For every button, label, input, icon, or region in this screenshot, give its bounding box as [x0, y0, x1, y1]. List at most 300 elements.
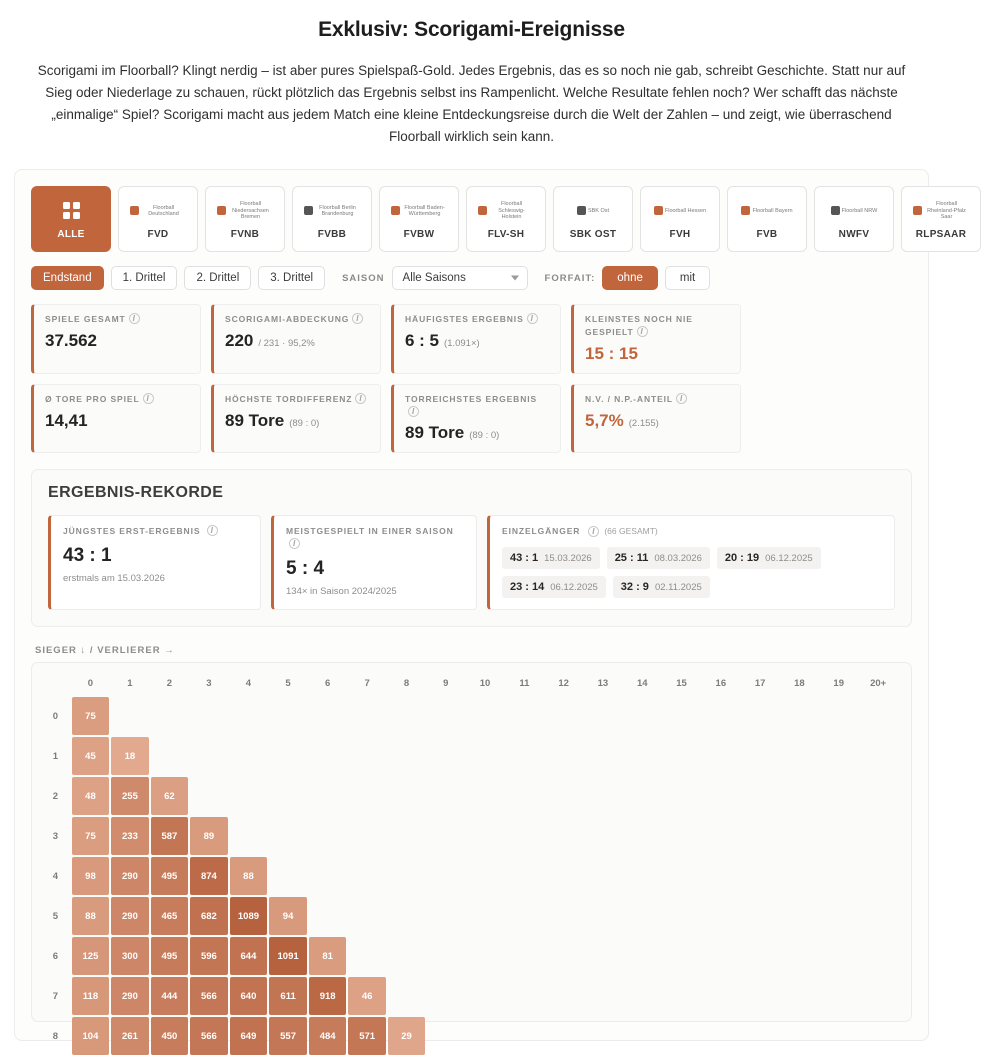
matrix-row [46, 857, 897, 895]
matrix-cell-empty [624, 737, 661, 775]
matrix-cell-empty [624, 897, 661, 935]
matrix-cell-empty [781, 1017, 818, 1055]
verband-tab-label: FVD [147, 228, 169, 240]
matrix-cell[interactable]: 1089 [230, 897, 268, 935]
matrix-cell[interactable]: 233 [111, 817, 148, 855]
matrix-cell[interactable]: 557 [269, 1017, 307, 1055]
chip-score: 32 : 9 [620, 581, 649, 594]
verband-tab-fvb[interactable] [727, 186, 807, 252]
matrix-cell-empty [151, 737, 188, 775]
matrix-col-header: 12 [558, 678, 569, 690]
info-icon[interactable]: I [355, 393, 366, 404]
stat-card [571, 384, 741, 454]
period-tab-group [31, 266, 325, 290]
matrix-cell-empty [663, 817, 700, 855]
matrix-cell-empty [466, 857, 503, 895]
matrix-cell-empty [781, 697, 818, 735]
matrix-cell-empty [466, 897, 503, 935]
matrix-cell[interactable]: 46 [348, 977, 385, 1015]
chip-score: 23 : 14 [510, 581, 545, 594]
einzelgaenger-card [487, 515, 895, 610]
period-tab-2-drittel[interactable]: 2. Drittel [184, 266, 251, 290]
matrix-cell-empty [190, 737, 227, 775]
stat-label: SPIELE GESAMT I [45, 313, 190, 326]
matrix-cell[interactable]: 290 [111, 977, 148, 1015]
stat-label: SCORIGAMI-ABDECKUNG I [225, 313, 370, 326]
matrix-cell[interactable]: 18 [111, 737, 148, 775]
stat-value: 6 : 5 (1.091×) [405, 331, 480, 351]
matrix-cell-empty [309, 697, 346, 735]
verband-logo-icon: Floorball Hessen [649, 199, 711, 223]
matrix-cell[interactable]: 874 [190, 857, 227, 895]
matrix-cell-empty [545, 1017, 582, 1055]
matrix-cell-empty [427, 977, 464, 1015]
matrix-cell-empty [820, 897, 857, 935]
record-label-text: JÜNGSTES ERST-ERGEBNIS [63, 526, 201, 537]
matrix-cell-empty [506, 937, 543, 975]
chip-date: 06.12.2025 [550, 582, 598, 594]
einzelgaenger-chip[interactable] [717, 547, 821, 569]
matrix-cell[interactable]: 261 [111, 1017, 148, 1055]
matrix-cell-empty [388, 697, 425, 735]
matrix-cell-empty [820, 777, 857, 815]
matrix-cell-empty [859, 737, 897, 775]
matrix-cell-empty [584, 1017, 621, 1055]
matrix-col-header: 11 [519, 678, 530, 690]
matrix-cell-empty [545, 897, 582, 935]
matrix-cell-empty [820, 937, 857, 975]
matrix-cell-empty [741, 817, 778, 855]
matrix-axis-caption: SIEGER ↓ / VERLIERER → [35, 645, 175, 657]
forfait-option-ohne[interactable]: ohne [602, 266, 658, 290]
matrix-corner [46, 675, 70, 695]
matrix-cell-empty [820, 857, 857, 895]
record-value: 5 : 4 [286, 557, 325, 579]
verband-tab-rlpsaar[interactable] [901, 186, 981, 252]
matrix-col-header: 13 [597, 678, 609, 690]
matrix-cell-empty [506, 777, 543, 815]
matrix-container[interactable] [31, 662, 912, 1042]
record-card [48, 515, 261, 610]
matrix-cell[interactable]: 89 [190, 817, 227, 855]
matrix-cell-empty [624, 817, 661, 855]
einzelgaenger-chip[interactable] [502, 547, 600, 569]
matrix-col-header: 6 [324, 678, 331, 690]
matrix-cell[interactable]: 596 [190, 937, 227, 975]
stat-card [391, 384, 561, 454]
matrix-cell[interactable]: 484 [309, 1017, 346, 1055]
matrix-cell-empty [427, 737, 464, 775]
chip-date: 02.11.2025 [654, 582, 702, 594]
matrix-col-header: 2 [166, 678, 173, 690]
matrix-cell[interactable]: 649 [230, 1017, 268, 1055]
info-icon[interactable]: I [408, 406, 419, 417]
matrix-row-header: 2 [52, 790, 58, 802]
matrix-col-header: 10 [479, 678, 491, 690]
matrix-cell-empty [702, 1017, 739, 1055]
matrix-cell[interactable]: 94 [269, 897, 307, 935]
matrix-cell-empty [741, 777, 778, 815]
matrix-cell[interactable]: 682 [190, 897, 227, 935]
matrix-cell-empty [859, 817, 897, 855]
matrix-cell[interactable]: 495 [151, 937, 188, 975]
stat-value: 15 : 15 [585, 343, 638, 363]
matrix-cell[interactable]: 611 [269, 977, 307, 1015]
stat-sub: / 231 · 95,2% [258, 338, 315, 350]
stat-card [31, 384, 201, 454]
info-icon[interactable]: I [129, 313, 140, 324]
matrix-cell[interactable]: 571 [348, 1017, 385, 1055]
verband-tab-label: NWFV [838, 228, 870, 240]
verband-tab-flv-sh[interactable] [466, 186, 546, 252]
matrix-cell-empty [624, 857, 661, 895]
matrix-cell[interactable]: 118 [72, 977, 109, 1015]
saison-label: SAISON [342, 272, 385, 284]
stat-value: 14,41 [45, 410, 88, 430]
matrix-cell-empty [545, 937, 582, 975]
matrix-cell-empty [230, 737, 268, 775]
matrix-cell-empty [466, 817, 503, 855]
matrix-cell-empty [506, 737, 543, 775]
matrix-cell-empty [859, 977, 897, 1015]
matrix-cell-empty [584, 897, 621, 935]
matrix-cell-empty [466, 937, 503, 975]
matrix-cell-empty [111, 697, 148, 735]
matrix-cell-empty [702, 737, 739, 775]
matrix-col-header: 0 [87, 678, 94, 690]
period-tab-3-drittel[interactable]: 3. Drittel [258, 266, 325, 290]
matrix-cell-empty [506, 817, 543, 855]
matrix-cell-empty [427, 897, 464, 935]
matrix-cell-empty [506, 1017, 543, 1055]
matrix-cell-empty [584, 777, 621, 815]
matrix-col-header: 5 [285, 678, 291, 690]
matrix-cell-empty [466, 737, 503, 775]
matrix-cell-empty [781, 817, 818, 855]
matrix-cell[interactable]: 75 [72, 817, 109, 855]
matrix-cell-empty [584, 857, 621, 895]
einzelgaenger-chip[interactable] [613, 576, 710, 598]
record-card [271, 515, 477, 610]
chip-date: 08.03.2026 [654, 553, 702, 565]
matrix-cell[interactable]: 88 [72, 897, 109, 935]
period-tab-endstand[interactable]: Endstand [31, 266, 104, 290]
matrix-row [46, 977, 897, 1015]
records-title: ERGEBNIS-REKORDE [48, 484, 224, 502]
stat-value: 89 Tore (89 : 0) [225, 410, 320, 430]
matrix-cell[interactable]: 444 [151, 977, 188, 1015]
info-icon[interactable]: I [207, 525, 218, 536]
verband-tab-label: FLV-SH [487, 228, 525, 240]
matrix-cell[interactable]: 98 [72, 857, 109, 895]
stat-label: KLEINSTES NOCH NIE GESPIELT I [585, 314, 693, 338]
matrix-cell[interactable]: 255 [111, 777, 148, 815]
matrix-cell-empty [506, 857, 543, 895]
verband-logo-icon: SBK Ost [562, 199, 624, 223]
verband-tab-fvnb[interactable] [205, 186, 285, 252]
hero-section [0, 0, 943, 147]
info-icon[interactable]: I [588, 526, 599, 537]
matrix-cell[interactable]: 566 [190, 1017, 227, 1055]
matrix-cell-empty [309, 737, 346, 775]
matrix-cell-empty [663, 1017, 700, 1055]
saison-select[interactable] [392, 266, 528, 290]
record-value: 43 : 1 [63, 545, 112, 567]
matrix-cell-empty [820, 697, 857, 735]
record-label [286, 525, 464, 551]
record-note: erstmals am 15.03.2026 [63, 573, 165, 585]
stat-label: HÖCHSTE TORDIFFERENZ I [225, 393, 370, 406]
matrix-cell[interactable]: 75 [72, 697, 109, 735]
matrix-cell[interactable]: 290 [111, 897, 148, 935]
matrix-col-header: 4 [245, 678, 252, 690]
matrix-cell-empty [859, 937, 897, 975]
matrix-cell[interactable]: 88 [230, 857, 268, 895]
matrix-cell-empty [584, 977, 621, 1015]
matrix-cell-empty [269, 817, 307, 855]
matrix-cell-empty [859, 1017, 897, 1055]
matrix-cell-empty [663, 937, 700, 975]
matrix-cell-empty [388, 897, 425, 935]
matrix-cell-empty [348, 817, 385, 855]
matrix-cell-empty [190, 697, 227, 735]
matrix-cell-empty [859, 697, 897, 735]
matrix-cell-empty [741, 1017, 778, 1055]
matrix-cell-empty [269, 737, 307, 775]
matrix-cell-empty [741, 897, 778, 935]
matrix-cell-empty [781, 897, 818, 935]
stat-value: 220 / 231 · 95,2% [225, 331, 315, 351]
matrix-cell-empty [230, 697, 268, 735]
stat-label: N.V. / N.P.-ANTEIL I [585, 393, 730, 406]
matrix-cell-empty [741, 737, 778, 775]
matrix-cell-empty [506, 977, 543, 1015]
verband-tab-sbk-ost[interactable] [553, 186, 633, 252]
matrix-cell-empty [466, 697, 503, 735]
matrix-col-header: 19 [833, 678, 844, 690]
stat-card [211, 304, 381, 374]
einzelgaenger-chip[interactable] [607, 547, 710, 569]
matrix-cell-empty [702, 817, 739, 855]
matrix-cell-empty [348, 857, 385, 895]
matrix-cell-empty [859, 777, 897, 815]
verband-tab-nwfv[interactable] [814, 186, 894, 252]
matrix-col-header: 20+ [870, 678, 887, 690]
matrix-cell[interactable]: 81 [309, 937, 346, 975]
matrix-cell-empty [702, 857, 739, 895]
verband-tab-label: FVBB [317, 228, 347, 240]
verband-tab-fvh[interactable] [640, 186, 720, 252]
info-icon[interactable]: I [527, 313, 538, 324]
matrix-cell-empty [741, 937, 778, 975]
matrix-cell-empty [624, 977, 661, 1015]
matrix-cell[interactable]: 300 [111, 937, 148, 975]
verband-logo-icon: Floorball Bayern [736, 199, 798, 223]
matrix-cell-empty [466, 777, 503, 815]
matrix-cell-empty [702, 697, 739, 735]
forfait-option-mit[interactable]: mit [665, 266, 710, 290]
matrix-cell[interactable]: 290 [111, 857, 148, 895]
matrix-cell-empty [741, 857, 778, 895]
verband-tab-label: ALLE [57, 228, 85, 240]
matrix-cell-empty [781, 857, 818, 895]
matrix-cell-empty [388, 937, 425, 975]
verband-tab-fvbw[interactable] [379, 186, 459, 252]
matrix-cell-empty [427, 817, 464, 855]
scorigami-card [14, 169, 967, 1042]
matrix-cell[interactable]: 104 [72, 1017, 109, 1055]
matrix-cell-empty [309, 777, 346, 815]
matrix-row-header: 5 [52, 910, 58, 922]
stat-card [31, 304, 201, 374]
matrix-row [46, 697, 897, 735]
einzelgaenger-chips [502, 547, 882, 598]
stat-card [571, 304, 741, 374]
matrix-cell[interactable]: 48 [72, 777, 109, 815]
verband-tab-label: FVB [756, 228, 778, 240]
matrix-cell-empty [663, 737, 700, 775]
matrix-cell-empty [584, 937, 621, 975]
page-title: Exklusiv: Scorigami-Ereignisse [318, 18, 625, 41]
matrix-cell-empty [506, 897, 543, 935]
einzelgaenger-label-text: EINZELGÄNGER [502, 526, 581, 537]
matrix-cell[interactable]: 566 [190, 977, 227, 1015]
chip-date: 15.03.2026 [544, 553, 592, 565]
stat-label: HÄUFIGSTES ERGEBNIS I [405, 313, 550, 326]
record-label [63, 525, 248, 538]
matrix-cell-empty [466, 977, 503, 1015]
matrix-cell-empty [781, 777, 818, 815]
page-intro: Scorigami im Floorball? Klingt nerdig – ist aber pures Spielspaß-Gold. Jedes Ergebnis, das es so noch nie gab, schreibt Geschichte. Statt nur auf Sieg oder Niederlage zu schauen, rückt plötzlich das Ergebnis selbst ins Rampenlicht. Welche Resultate fehlen noch? Wer schafft das nächste „einmalige“ Spiel? Scorigami macht aus jedem Match eine kleine Entdeckungsreise durch die Welt der Zahlen – und zeigt, wie überraschend Floorball wirklich sein kann. [37, 63, 906, 144]
matrix-cell-empty [388, 737, 425, 775]
verband-tab-alle[interactable] [31, 186, 111, 252]
info-icon[interactable]: I [352, 313, 363, 324]
einzelgaenger-chip[interactable] [502, 576, 606, 598]
matrix-row-header: 8 [52, 1030, 58, 1042]
info-icon[interactable]: I [637, 326, 648, 337]
matrix-cell-empty [151, 697, 188, 735]
matrix-cell-empty [269, 777, 307, 815]
matrix-cell[interactable]: 918 [309, 977, 346, 1015]
matrix-row-header: 1 [52, 750, 58, 762]
matrix-cell[interactable]: 450 [151, 1017, 188, 1055]
verband-tab-label: FVBW [403, 228, 435, 240]
matrix-cell-empty [230, 817, 268, 855]
info-icon[interactable]: I [143, 393, 154, 404]
info-icon[interactable]: I [289, 538, 300, 549]
matrix-row [46, 937, 897, 975]
matrix-cell-empty [781, 737, 818, 775]
stat-card [391, 304, 561, 374]
matrix-cell-empty [663, 857, 700, 895]
matrix-cell[interactable]: 45 [72, 737, 109, 775]
chip-score: 25 : 11 [614, 552, 649, 565]
matrix-row [46, 777, 897, 815]
matrix-cell-empty [663, 777, 700, 815]
matrix-cell[interactable]: 1091 [269, 937, 307, 975]
matrix-cell-empty [230, 777, 268, 815]
chip-score: 43 : 1 [510, 552, 539, 565]
chip-date: 06.12.2025 [765, 553, 813, 565]
matrix-col-header: 18 [794, 678, 805, 690]
matrix-col-header: 16 [715, 678, 727, 690]
matrix-cell-empty [348, 697, 385, 735]
matrix-row-header: 4 [52, 870, 58, 882]
verband-tab-fvbb[interactable] [292, 186, 372, 252]
matrix-cell-empty [781, 977, 818, 1015]
matrix-cell[interactable]: 640 [230, 977, 268, 1015]
matrix-cell[interactable]: 495 [151, 857, 188, 895]
stat-label: Ø TORE PRO SPIEL I [45, 393, 190, 406]
stat-sub: (2.155) [628, 417, 659, 429]
matrix-cell-empty [624, 777, 661, 815]
matrix-cell[interactable]: 62 [151, 777, 188, 815]
verband-logo-icon: Floorball NRW [823, 199, 885, 223]
matrix-cell-empty [427, 777, 464, 815]
matrix-cell-empty [545, 817, 582, 855]
verband-tab-label: FVNB [230, 228, 260, 240]
matrix-cell-empty [584, 817, 621, 855]
matrix-cell-empty [348, 777, 385, 815]
matrix-col-header: 3 [206, 678, 212, 690]
matrix-cell-empty [545, 697, 582, 735]
matrix-cell-empty [309, 897, 346, 935]
matrix-cell-empty [388, 817, 425, 855]
matrix-col-header: 8 [403, 678, 410, 690]
matrix-cell-empty [309, 857, 346, 895]
einzelgaenger-label [502, 525, 882, 538]
stat-value: 37.562 [45, 331, 97, 351]
grid-icon [40, 199, 102, 223]
matrix-cell-empty [859, 897, 897, 935]
matrix-cell-empty [663, 897, 700, 935]
matrix-cell[interactable]: 465 [151, 897, 188, 935]
stat-sub: (1.091×) [444, 338, 480, 350]
matrix-cell-empty [741, 697, 778, 735]
verband-tab-fvd[interactable] [118, 186, 198, 252]
matrix-cell[interactable]: 29 [388, 1017, 425, 1055]
matrix-row-header: 3 [52, 830, 58, 842]
matrix-cell-empty [859, 857, 897, 895]
matrix-cell-empty [348, 937, 385, 975]
matrix-cell-empty [545, 977, 582, 1015]
verband-logo-icon: Floorball Berlin Brandenburg [301, 199, 363, 223]
matrix-cell-empty [427, 697, 464, 735]
matrix-cell[interactable]: 587 [151, 817, 188, 855]
verband-logo-icon: Floorball Rheinland-Pfalz Saar [910, 199, 972, 223]
matrix-row [46, 737, 897, 775]
matrix-row [46, 1017, 897, 1055]
matrix-cell-empty [584, 697, 621, 735]
info-icon[interactable]: I [676, 393, 687, 404]
matrix-cell-empty [702, 977, 739, 1015]
filter-bar [31, 266, 912, 290]
matrix-col-header: 7 [364, 678, 370, 690]
period-tab-1-drittel[interactable]: 1. Drittel [111, 266, 178, 290]
matrix-cell-empty [702, 897, 739, 935]
matrix-cell-empty [348, 897, 385, 935]
matrix-cell[interactable]: 644 [230, 937, 268, 975]
scorigami-matrix [44, 673, 899, 1057]
stat-cards [31, 304, 912, 453]
matrix-cell-empty [545, 857, 582, 895]
matrix-cell[interactable]: 125 [72, 937, 109, 975]
matrix-cell-empty [820, 737, 857, 775]
matrix-cell-empty [388, 977, 425, 1015]
einzelgaenger-count: (66 GESAMT) [604, 526, 658, 537]
matrix-cell-empty [545, 737, 582, 775]
verband-tab-label: RLPSAAR [915, 228, 967, 240]
